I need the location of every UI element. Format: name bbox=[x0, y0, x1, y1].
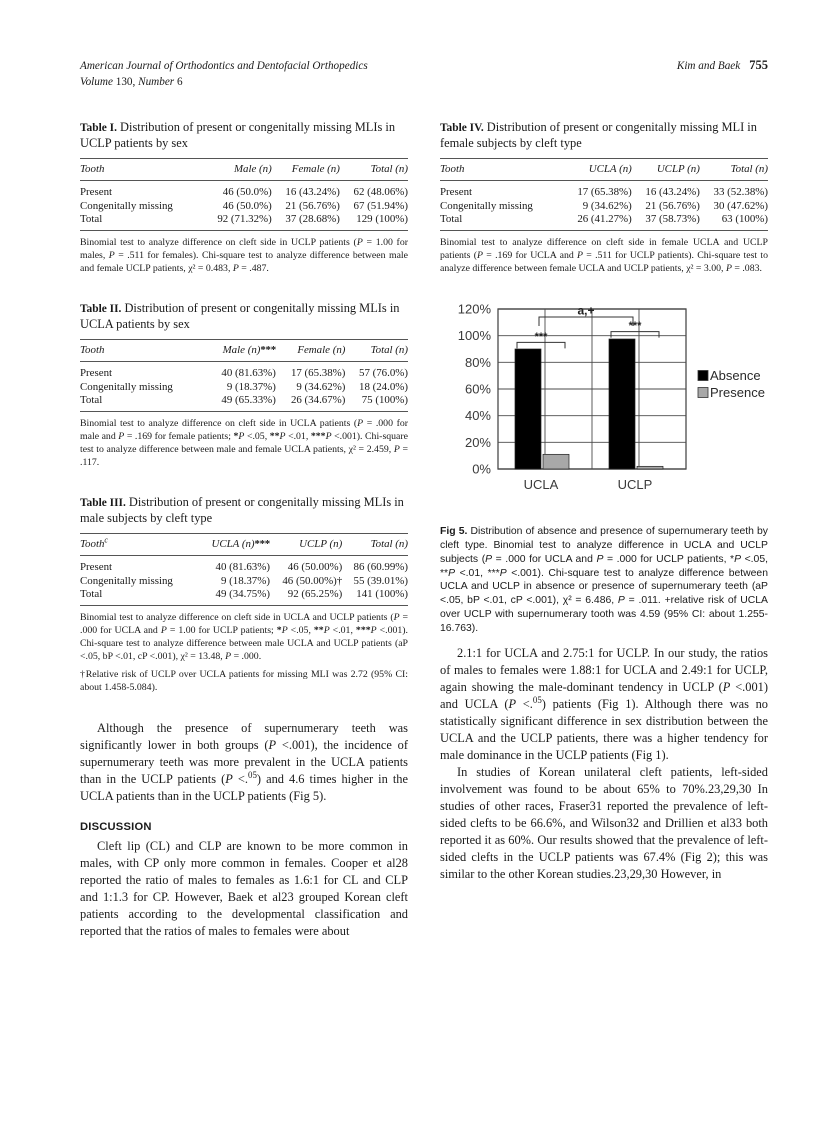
cell-value: 86 (60.99%) bbox=[353, 561, 408, 574]
table-footnote: Binomial test to analyze difference on cleft side in UCLP patients (P = 1.00 for males, P = .511 for females). Chi-square test to analyze difference between male and female UCLP patients, χ² = 0.483, P = .487. bbox=[80, 237, 409, 275]
table-caption: Distribution of present or congenitally missing MLIs in UCLP patients by sex bbox=[80, 120, 396, 151]
table-block-1 bbox=[80, 120, 408, 275]
section-heading-discussion: DISCUSSION bbox=[80, 821, 152, 834]
cell-value: 46 (50.00%) bbox=[287, 561, 343, 574]
bar-presence-uclp bbox=[637, 467, 663, 470]
col-header-tooth bbox=[80, 534, 199, 556]
col-header-uclp: UCLP (n) bbox=[656, 163, 700, 176]
table-row bbox=[80, 362, 408, 380]
table-row bbox=[80, 556, 408, 574]
significance-stars: *** bbox=[254, 538, 270, 551]
x-axis-tick-labels bbox=[524, 477, 653, 492]
cell-value: 17 (65.38%) bbox=[577, 186, 632, 199]
cell-value: 21 (56.76%) bbox=[285, 199, 340, 212]
col-header-text: UCLA (n) bbox=[211, 538, 255, 551]
table-data bbox=[80, 533, 408, 606]
cell-value: 67 (51.94%) bbox=[353, 199, 408, 212]
col-header-ucla bbox=[199, 534, 270, 556]
table-row bbox=[80, 380, 408, 394]
y-tick-label: 60% bbox=[464, 381, 491, 397]
col-header-total: Total (n) bbox=[370, 538, 408, 551]
cell-value: 9 (18.37%) bbox=[220, 574, 270, 587]
table-header-row bbox=[440, 159, 768, 181]
cell-value: 40 (81.63%) bbox=[215, 561, 270, 574]
col-header-male bbox=[206, 340, 276, 362]
bar-absence-ucla bbox=[515, 349, 541, 469]
table-head bbox=[80, 159, 408, 181]
cell-label: Congenitally missing bbox=[440, 199, 533, 212]
table-caption: Distribution of present or congenitally missing MLIs in UCLA patients by sex bbox=[80, 301, 400, 332]
table-body bbox=[80, 556, 408, 606]
col-header-female: Female (n) bbox=[291, 163, 340, 176]
cell-value: 63 (100%) bbox=[721, 213, 768, 226]
cell-label: Congenitally missing bbox=[80, 574, 173, 587]
cell-value: 46 (50.0%) bbox=[222, 186, 272, 199]
cell-value: 92 (65.25%) bbox=[287, 588, 343, 601]
table-label: Table I. bbox=[80, 122, 117, 135]
annotation-label: a,+ bbox=[577, 303, 595, 318]
table-footnote: Binomial test to analyze difference on cleft side in UCLA and UCLP patients (P = .000 for UCLA and P = 1.00 for UCLP patients; *P <.05, **P <.01, ***P <.001). Chi-square test to analyze difference between male UCLA and UCLP patients (aP <.05, bP <.01, cP <.001), χ² = 13.48, P = .000. bbox=[80, 612, 408, 663]
table-header-row bbox=[80, 340, 408, 362]
table-title bbox=[80, 120, 408, 152]
volume-label: Volume bbox=[80, 76, 113, 89]
y-tick-label: 80% bbox=[464, 355, 491, 371]
cell-value: 21 (56.76%) bbox=[645, 199, 700, 212]
table-footnote: Binomial test to analyze difference on cleft side in female UCLA and UCLP patients (P = .169 for UCLA and P = .511 for UCLP patients). Chi-square test to analyze difference between female UCLA and UCLP patients, χ² = 3.00, P = .083. bbox=[440, 237, 768, 275]
figure-label: Fig 5. bbox=[440, 526, 468, 538]
y-tick-label: 20% bbox=[464, 435, 491, 451]
cell-label: Present bbox=[80, 186, 113, 199]
cell-value: 37 (28.68%) bbox=[285, 213, 340, 226]
journal-name: American Journal of Orthodontics and Dentofacial Orthopedics bbox=[80, 60, 368, 72]
table-footnote: Binomial test to analyze difference on cleft side in UCLA patients (P = .000 for male and P = .169 for female patients; *P <.05, **P <.01, ***P <.001). Chi-square test to analyze difference between male and female UCLA patients, χ² = 2.459, P = .117. bbox=[80, 418, 409, 469]
cell-label: Present bbox=[80, 367, 113, 380]
cell-label: Congenitally missing bbox=[80, 199, 173, 212]
legend-swatch-absence bbox=[698, 371, 708, 381]
cell-value: 75 (100%) bbox=[361, 394, 408, 407]
table-header-row bbox=[80, 534, 408, 556]
col-header-ucla: UCLA (n) bbox=[588, 163, 632, 176]
running-head bbox=[80, 58, 768, 90]
right-column bbox=[440, 120, 768, 940]
x-tick-label: UCLA bbox=[523, 477, 559, 493]
table-row bbox=[80, 394, 408, 412]
paragraph-discussion-3: In studies of Korean unilateral cleft patients, left-sided involvement was found to be about 65% to 70%.23,29,30 In studies of other races, Fraser31 reported the prevalence of left-sided clefts to be 66.6%, and Wilson32 and Drillien et al33 both reported it as 60%. Our results showed that the prevalence of left-sided clefts in the UCLP patients was 67.4% (Fig 2); this was similar to the other Korean studies.23,29,30 However, in bbox=[440, 765, 768, 882]
table-label: Table IV. bbox=[440, 122, 484, 135]
table-title bbox=[440, 120, 768, 152]
left-column bbox=[80, 120, 408, 940]
col-header-tooth: Tooth bbox=[440, 163, 465, 176]
col-header-tooth: Tooth bbox=[80, 344, 105, 357]
cell-value: 129 (100%) bbox=[356, 213, 408, 226]
cell-value: 55 (39.01%) bbox=[353, 574, 408, 587]
running-head-right bbox=[677, 58, 768, 73]
footnote-marker: c bbox=[104, 535, 108, 545]
table-row bbox=[440, 181, 768, 199]
cell-value: 16 (43.24%) bbox=[285, 186, 340, 199]
col-header-total: Total (n) bbox=[370, 163, 408, 176]
cell-value: 17 (65.38%) bbox=[290, 367, 346, 380]
volume-value: 130, bbox=[115, 76, 136, 89]
x-tick-label: UCLP bbox=[617, 477, 653, 493]
cell-label: Present bbox=[80, 561, 113, 574]
table-data bbox=[80, 339, 408, 412]
table-data bbox=[440, 158, 768, 231]
table-row bbox=[80, 213, 408, 231]
table-head bbox=[440, 159, 768, 181]
legend-swatch-presence bbox=[698, 388, 708, 398]
y-tick-label: 0% bbox=[472, 461, 491, 477]
paragraph-discussion-2: 2.1:1 for UCLA and 2.75:1 for UCLP. In our study, the ratios of males to females were 1.88:1 for UCLA and 2.49:1 for UCLP, again showing the male-dominant tendency in UCLP (P <.001) and UCLA (P <.$^{05}$) patients (Fig 1). Although there was no statistically significant difference in sex distribution between the UCLA and the UCLP patients, there was a higher tendency for male dominance in the UCLP patients (Fig 1). bbox=[440, 646, 768, 763]
chart-container bbox=[440, 301, 768, 513]
figure-caption bbox=[440, 525, 768, 635]
cell-value: 18 (24.0%) bbox=[359, 380, 408, 393]
col-header-male: Male (n) bbox=[233, 163, 272, 176]
figure-5 bbox=[440, 301, 768, 635]
col-header-female: Female (n) bbox=[297, 344, 346, 357]
table-header-row bbox=[80, 159, 408, 181]
table-head bbox=[80, 340, 408, 362]
author-names: Kim and Baek bbox=[676, 60, 741, 72]
cell-value: 141 (100%) bbox=[356, 588, 408, 601]
table-caption: Distribution of present or congenitally missing MLI in female subjects by cleft type bbox=[440, 120, 757, 151]
cell-value: 30 (47.62%) bbox=[713, 199, 768, 212]
y-tick-label: 100% bbox=[457, 328, 491, 344]
table-row bbox=[440, 199, 768, 213]
cell-value: 46 (50.00%)† bbox=[282, 574, 343, 587]
table-body bbox=[80, 181, 408, 231]
annotation-label: *** bbox=[628, 320, 642, 333]
cell-value: 37 (58.73%) bbox=[645, 213, 700, 226]
cell-value: 9 (34.62%) bbox=[296, 380, 346, 393]
table-label: Table III. bbox=[80, 497, 126, 510]
table-body bbox=[440, 181, 768, 231]
table-data bbox=[80, 158, 408, 231]
y-tick-label: 120% bbox=[457, 301, 491, 317]
cell-value: 26 (41.27%) bbox=[577, 213, 632, 226]
cell-label: Total bbox=[440, 213, 463, 226]
paragraph-supernumerary: Although the presence of supernumerary teeth was significantly lower in both groups (P <.001), the incidence of supernumerary teeth was more prevalent in the UCLA patients than in the UCLP patients (P <.$^{05}$) and 4.6 times higher in the UCLA patients than in the UCLP patients (Fig 5). bbox=[80, 721, 408, 804]
col-header-total: Total (n) bbox=[370, 344, 408, 357]
bar-chart bbox=[440, 301, 768, 513]
y-tick-label: 40% bbox=[464, 408, 491, 424]
cell-label: Congenitally missing bbox=[80, 380, 173, 393]
cell-value: 26 (34.67%) bbox=[290, 394, 346, 407]
col-header-text: Male (n) bbox=[222, 344, 261, 357]
cell-value: 49 (65.33%) bbox=[221, 394, 276, 407]
chart-plot-area bbox=[458, 302, 765, 493]
col-header-total: Total (n) bbox=[730, 163, 768, 176]
col-header-text: Tooth bbox=[80, 538, 105, 551]
volume-line bbox=[80, 74, 368, 90]
bar-absence-uclp bbox=[609, 339, 635, 469]
table-block-2 bbox=[80, 301, 408, 469]
annotation-label: *** bbox=[534, 331, 548, 344]
chart-legend bbox=[698, 368, 765, 400]
table-title bbox=[80, 301, 408, 333]
cell-label: Total bbox=[80, 394, 103, 407]
table-caption: Distribution of present or congenitally missing MLIs in male subjects by cleft type bbox=[80, 495, 404, 526]
table-label: Table II. bbox=[80, 303, 122, 316]
table-title bbox=[80, 495, 408, 527]
cell-value: 40 (81.63%) bbox=[221, 367, 276, 380]
table-block-3 bbox=[80, 495, 408, 694]
legend-label-presence: Presence bbox=[710, 385, 765, 401]
cell-value: 46 (50.0%) bbox=[222, 199, 272, 212]
cell-value: 9 (34.62%) bbox=[582, 199, 632, 212]
bar-presence-ucla bbox=[543, 455, 569, 470]
table-body bbox=[80, 362, 408, 412]
cell-value: 49 (34.75%) bbox=[215, 588, 270, 601]
table-row bbox=[80, 588, 408, 606]
table-row bbox=[80, 199, 408, 213]
number-value: 6 bbox=[176, 76, 183, 89]
significance-stars: *** bbox=[260, 344, 276, 357]
cell-value: 16 (43.24%) bbox=[645, 186, 700, 199]
table-head bbox=[80, 534, 408, 556]
paragraph-discussion-1: Cleft lip (CL) and CLP are known to be more common in males, with CP only more common in females. Cooper et al28 reported the ratio of males to females as 1.6:1 for CL and CLP and 1:1.3 for CP. However, Baek et al23 grouped Korean cleft patients according to the developmental classification and reported that the ratios of males to females were about bbox=[80, 839, 408, 939]
cell-value: 57 (76.0%) bbox=[359, 367, 408, 380]
table-row bbox=[440, 213, 768, 231]
cell-label: Total bbox=[80, 588, 103, 601]
table-row bbox=[80, 181, 408, 199]
legend-label-absence: Absence bbox=[710, 368, 761, 384]
cell-value: 62 (48.06%) bbox=[353, 186, 408, 199]
cell-value: 92 (71.32%) bbox=[217, 213, 272, 226]
cell-label: Total bbox=[80, 213, 103, 226]
running-head-left bbox=[80, 58, 368, 90]
two-column-layout bbox=[80, 120, 768, 940]
col-header-uclp: UCLP (n) bbox=[299, 538, 343, 551]
table-footnote-dagger: †Relative risk of UCLP over UCLA patients for missing MLI was 2.72 (95% CI: about 1.458-5.084). bbox=[80, 669, 408, 694]
figure-caption-text: Distribution of absence and presence of supernumerary teeth by cleft type. Binomial test to analyze difference in UCLA and UCLP subjects (P = .000 for UCLA and P = .000 for UCLP patients, *P <.05, **P <.01, ***P <.001). Chi-square test to analyze difference between UCLA and UCLP in absence or presence of supernumerary teeth (aP <.05, bP <.01, cP <.001), χ² = 6.486, P = .011. +relative risk of UCLA over UCLP with supernumerary tooth was 4.59 (95% CI: about 1.255-16.763). bbox=[440, 526, 769, 634]
cell-value: 9 (18.37%) bbox=[226, 380, 276, 393]
page-number: 755 bbox=[749, 58, 768, 72]
cell-value: 33 (52.38%) bbox=[713, 186, 768, 199]
col-header-tooth: Tooth bbox=[80, 163, 105, 176]
table-block-4 bbox=[440, 120, 768, 275]
number-label: Number bbox=[138, 76, 175, 89]
y-axis-tick-labels bbox=[458, 302, 492, 477]
table-row bbox=[80, 574, 408, 588]
cell-label: Present bbox=[440, 186, 473, 199]
